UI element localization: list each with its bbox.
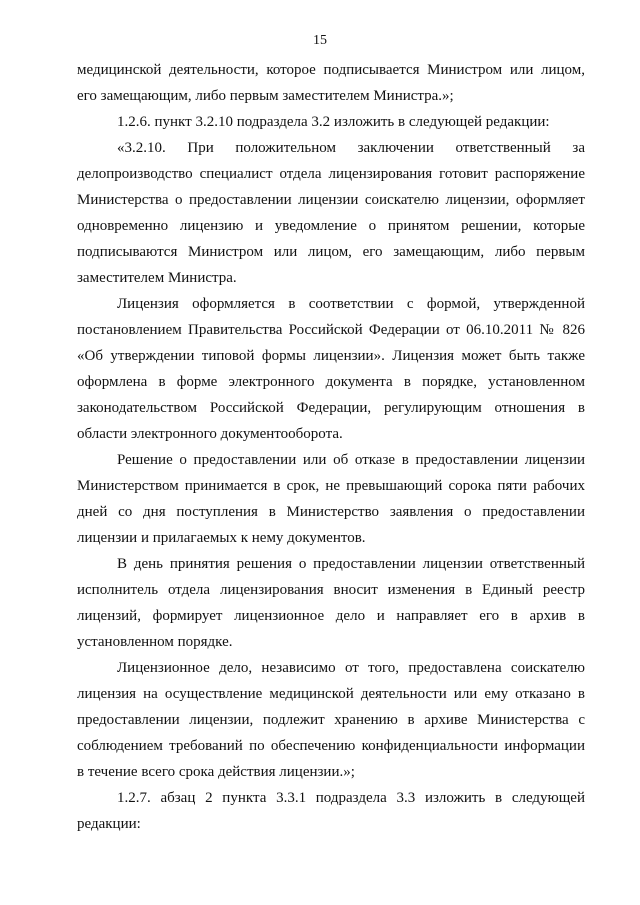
text-line: постановлением Правительства Российской Федерации от 06.10.2011 № 826 xyxy=(77,322,585,338)
text-line: установленном порядке. xyxy=(77,634,233,650)
text-line: оформлена в форме электронного документа в порядке, установленном xyxy=(77,374,585,390)
text-line: подписываются Министром или лицом, его замещающим, либо первым xyxy=(77,244,585,260)
text-line: заместителем Министра. xyxy=(77,270,237,286)
text-line: редакции: xyxy=(77,816,141,832)
text-line: Решение о предоставлении или об отказе в предоставлении лицензии xyxy=(117,452,585,468)
text-line: исполнитель отдела лицензирования вносит изменения в Единый реестр xyxy=(77,582,585,598)
text-line: Министерством принимается в срок, не превышающий сорока пяти рабочих xyxy=(77,478,585,494)
text-line: Лицензионное дело, независимо от того, предоставлена соискателю xyxy=(117,660,585,676)
text-line: 1.2.6. пункт 3.2.10 подраздела 3.2 изложить в следующей редакции: xyxy=(117,114,550,130)
text-line: его замещающим, либо первым заместителем Министра.»; xyxy=(77,88,454,104)
text-line: одновременно лицензию и уведомление о принятом решении, которые xyxy=(77,218,585,234)
text-line: лицензий, формирует лицензионное дело и направляет его в архив в xyxy=(77,608,585,624)
text-line: делопроизводство специалист отдела лицензирования готовит распоряжение xyxy=(77,166,585,182)
text-line: дней со дня поступления в Министерство заявления о предоставлении xyxy=(77,504,585,520)
text-line: соблюдением требований по обеспечению конфиденциальности информации xyxy=(77,738,585,754)
text-line: области электронного документооборота. xyxy=(77,426,343,442)
text-line: Министерства о предоставлении лицензии соискателю лицензии, оформляет xyxy=(77,192,585,208)
text-line: законодательством Российской Федерации, регулирующим отношения в xyxy=(77,400,585,416)
text-line: в течение всего срока действия лицензии.»; xyxy=(77,764,355,780)
text-line: «Об утверждении типовой формы лицензии». Лицензия может быть также xyxy=(77,348,585,364)
text-line: лицензия на осуществление медицинской деятельности или ему отказано в xyxy=(77,686,585,702)
text-line: медицинской деятельности, которое подписывается Министром или лицом, xyxy=(77,62,585,78)
text-line: 1.2.7. абзац 2 пункта 3.3.1 подраздела 3.3 изложить в следующей xyxy=(117,790,585,806)
text-line: В день принятия решения о предоставлении лицензии ответственный xyxy=(117,556,585,572)
page-number: 15 xyxy=(313,33,327,48)
text-line: лицензии и прилагаемых к нему документов. xyxy=(77,530,366,546)
text-line: Лицензия оформляется в соответствии с формой, утвержденной xyxy=(117,296,585,312)
text-line: предоставлении лицензии, подлежит хранению в архиве Министерства с xyxy=(77,712,585,728)
text-line: «3.2.10. При положительном заключении ответственный за xyxy=(117,140,585,156)
